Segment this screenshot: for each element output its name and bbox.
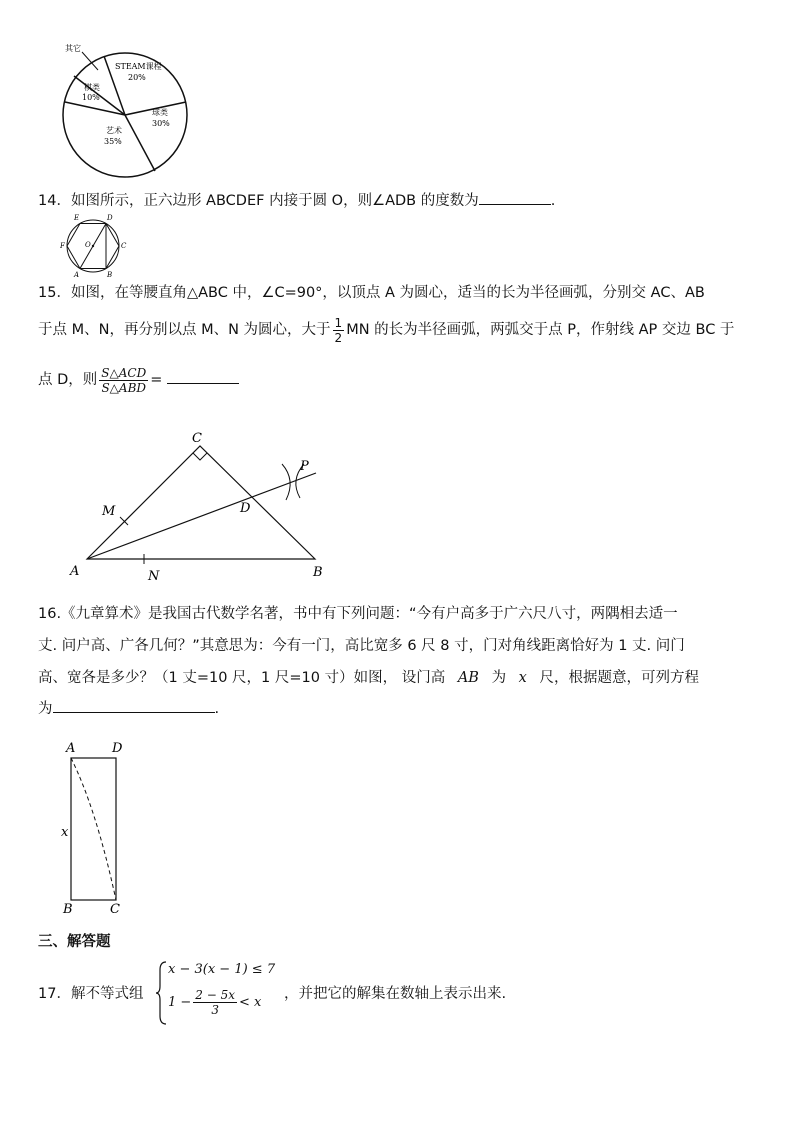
q15-label-C: C: [192, 431, 202, 446]
q16-label-A: A: [66, 741, 76, 756]
q15-arc-1: [282, 464, 290, 500]
q16-line4: [38, 698, 219, 719]
q14-label-D: D: [107, 214, 113, 222]
q14-label-B: B: [107, 271, 113, 279]
pie-label-other: 其它: [65, 44, 81, 53]
q17-ineq1: x − 3(x − 1) ≤ 7: [168, 962, 276, 977]
pie-label-ball: 球类: [152, 108, 168, 117]
q16-line4-prefix: 为: [38, 701, 53, 717]
q15-label-D: D: [240, 501, 251, 516]
pie-label-art: 艺术: [106, 126, 122, 135]
q17-ineq2-num: 2 − 5x: [195, 988, 236, 1002]
pie-label-art-pct: 35%: [104, 137, 122, 146]
q16-label-D: D: [112, 741, 123, 756]
q14-label-A: A: [74, 271, 80, 279]
q15-ratio-den: S△ABD: [101, 380, 147, 395]
q15-label-B: B: [313, 565, 323, 580]
q15-half-fraction: [333, 316, 345, 345]
q14-center-dot: [92, 245, 94, 247]
q16-x: x: [518, 670, 527, 686]
q14-label-F: F: [60, 242, 65, 250]
pie-label-chess-pct: 10%: [82, 93, 100, 102]
q15-triangle-ABC: [87, 446, 315, 559]
q14-hexagon-figure: [60, 212, 132, 280]
q15-line3: [38, 360, 239, 400]
q15-label-M: M: [102, 504, 116, 519]
q16-label-C: C: [110, 902, 120, 917]
q14-label-E: E: [74, 214, 80, 222]
q15-line3b: =: [150, 372, 163, 388]
pie-label-steam-pct: 20%: [128, 73, 146, 82]
q17-ineq2-fraction: [193, 988, 237, 1017]
q15-label-N: N: [148, 569, 160, 584]
q16-line1: 16.《九章算术》是我国古代数学名著，书中有下列问题：“今有户高多于广六尺八寸，两隅相去适一: [38, 606, 678, 622]
q15-area-ratio: [99, 366, 148, 395]
q17-brace: [156, 960, 168, 1026]
q15-label-P: P: [300, 459, 309, 474]
q16-end: .: [214, 701, 220, 717]
q16-line3b: 尺，根据题意，可列方程: [539, 670, 699, 686]
pie-chart-figure: [40, 20, 240, 180]
q16-answer-blank[interactable]: [53, 698, 215, 713]
q14-question: 14．如图所示，正六边形 ABCDEF 内接于圆 O，则∠ADB 的度数为: [38, 193, 479, 209]
q15-line2: [38, 312, 734, 348]
q16-wei: 为: [491, 670, 507, 686]
pie-label-ball-pct: 30%: [152, 119, 170, 128]
q15-line1: 15．如图，在等腰直角△ABC 中，∠C=90°，以顶点 A 为圆心，适当的长为半径画弧，分别交 AC、AB: [38, 285, 705, 301]
q14-end: .: [550, 193, 556, 209]
q16-label-B: B: [63, 902, 73, 917]
q14-label-C: C: [121, 242, 127, 250]
q16-line2: 丈. 问户高、广各几何？”其意思为：今有一门，高比宽多 6 尺 8 寸，门对角线距离恰好为 1 丈. 问门: [38, 638, 685, 654]
q15-line3a: 点 D，则: [38, 372, 98, 388]
q16-AB: AB: [457, 670, 479, 686]
q15-triangle-figure: [60, 424, 340, 584]
pie-label-chess: 棋类: [84, 83, 100, 92]
q15-ray-AP: [87, 473, 316, 559]
q15-ratio-num: S△ACD: [101, 365, 147, 380]
q16-line3: [38, 668, 699, 688]
q17-ineq2-den: 3: [211, 1003, 219, 1017]
q15-right-angle-mark: [193, 453, 207, 460]
q15-frac-den: 2: [334, 330, 343, 345]
q17-prefix: 17．解不等式组: [38, 986, 144, 1002]
pie-label-steam: STEAM课程: [115, 62, 162, 71]
q17-ineq2: [168, 988, 261, 1017]
q15-line2b: MN 的长为半径画弧，两弧交于点 P，作射线 AP 交边 BC 于: [346, 322, 735, 338]
q17-suffix: ，并把它的解集在数轴上表示出来.: [284, 986, 507, 1002]
q16-door-figure: [56, 738, 136, 918]
q17-ineq2-pre: 1 −: [168, 995, 192, 1010]
q15-label-A: A: [70, 564, 80, 579]
q15-frac-num: 1: [334, 315, 343, 330]
q14-text: [38, 190, 555, 211]
q15-line2a: 于点 M、N，再分别以点 M、N 为圆心，大于: [38, 322, 331, 338]
q16-label-x: x: [61, 825, 69, 840]
q17-ineq2-post: < x: [239, 995, 262, 1010]
q15-answer-blank[interactable]: [167, 369, 239, 384]
pie-divider: [125, 115, 155, 171]
q14-label-O: O: [85, 241, 91, 249]
q16-diagonal-dashed: [71, 758, 116, 900]
q16-rectangle: [71, 758, 116, 900]
section-heading: 三、解答题: [38, 934, 111, 950]
q14-answer-blank[interactable]: [479, 190, 551, 205]
q16-line3a: 高、宽各是多少？（1 丈=10 尺，1 尺=10 寸）如图， 设门高: [38, 670, 446, 686]
q15-tick-M: [120, 517, 128, 525]
